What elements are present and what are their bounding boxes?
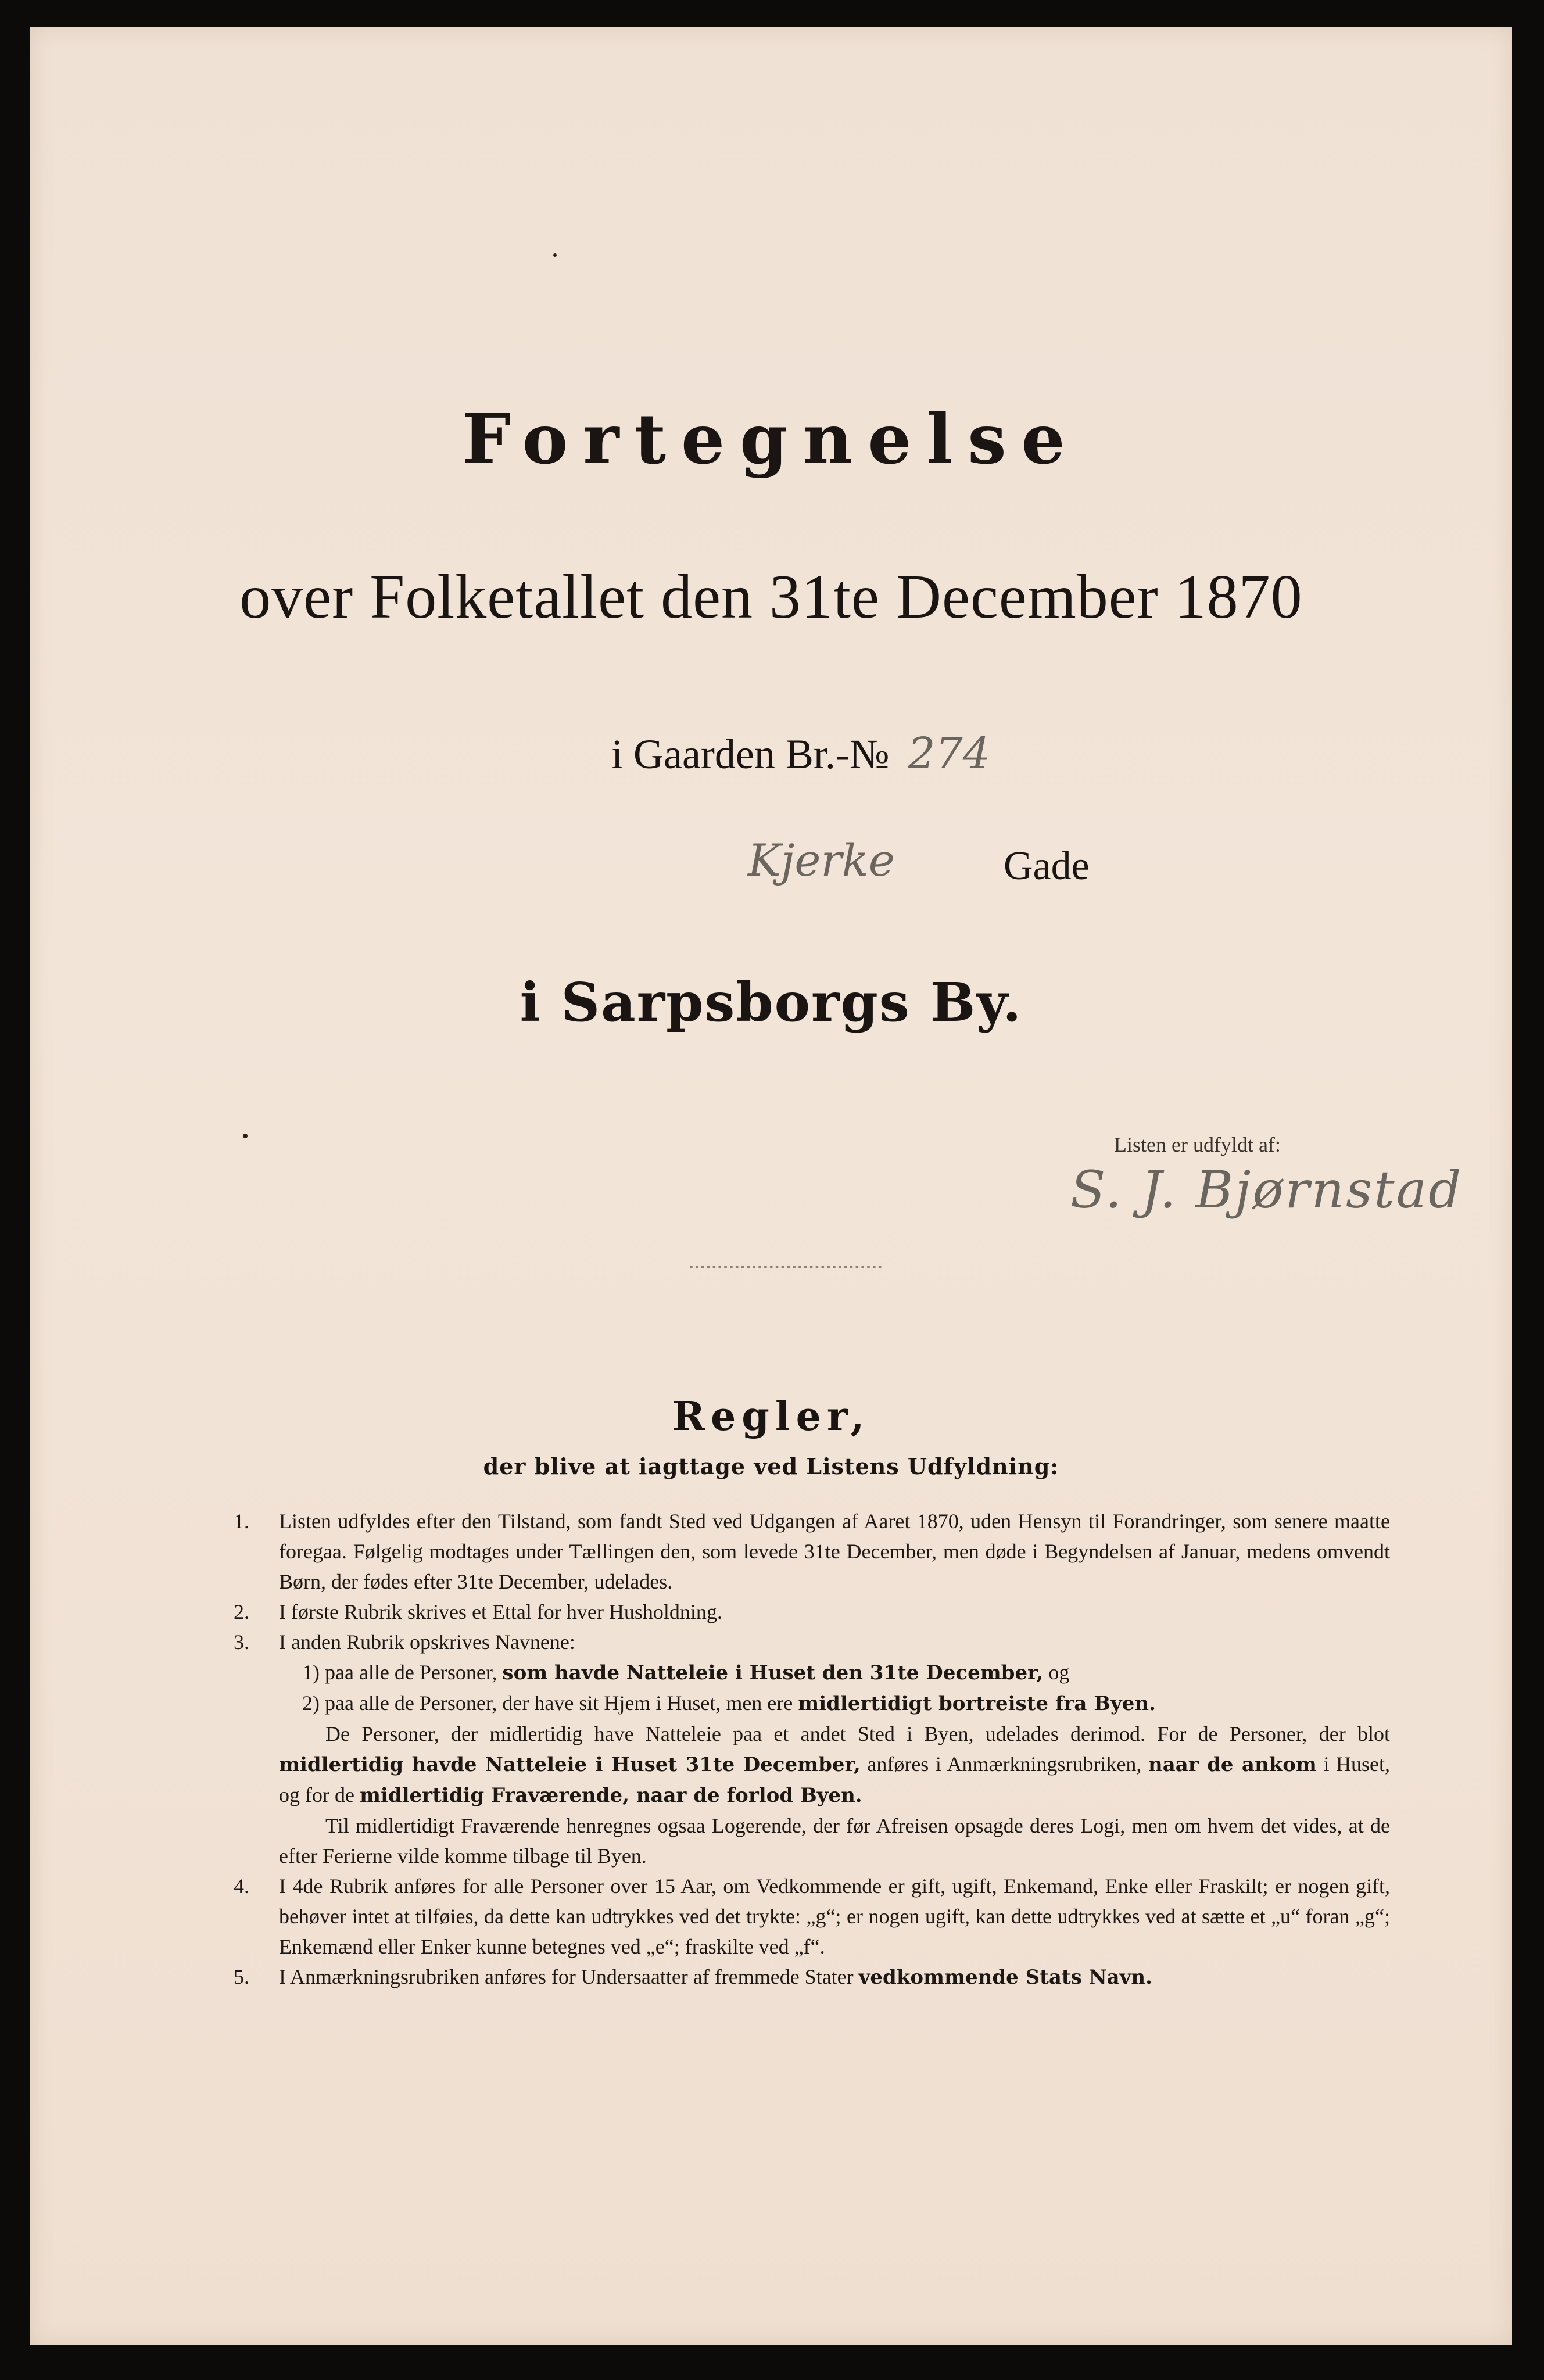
farm-number-handwritten: 274 (908, 729, 990, 779)
filled-by-label: Listen er udfyldt af: (1114, 1133, 1281, 1156)
rule-emphasis: vedkommende Stats Navn. (858, 1966, 1152, 1989)
rule-emphasis: midlertidigt bortreiste fra Byen. (798, 1692, 1156, 1715)
street-suffix: Gade (1004, 844, 1090, 888)
rule-paragraph (279, 1719, 1390, 1811)
rules-list (234, 1506, 1390, 1992)
rule-text: I anden Rubrik opskrives Navnene: (279, 1630, 575, 1654)
street-name-handwritten: Kjerke (748, 834, 895, 886)
rules-heading: Regler, (672, 1393, 870, 1440)
census-form-sheet (30, 27, 1512, 2345)
rule-text: De Personer, der midlertidig have Natteleie paa et andet Sted i Byen, udelades derimod. For de Personer, der blot (325, 1722, 1390, 1745)
rule-emphasis: midlertidig Fraværende, naar de forlod Byen. (359, 1784, 862, 1807)
rule-emphasis: som havde Natteleie i Huset den 31te December, (502, 1661, 1044, 1684)
rule-text: I første Rubrik skrives et Ettal for hver Husholdning. (279, 1600, 722, 1623)
rule-text: I 4de Rubrik anføres for alle Personer over 15 Aar, om Vedkommende er gift, ugift, Enkemand, Enke eller Fraskilt; er nogen gift, behøver intet at tilføies, da dette kan udtrykkes ved det trykte: „g“; er nogen ugift, kan dette udtrykkes ved at sætte et „u“ foran „g“; Enkemænd eller Enker kunne betegnes ved „e“; fraskilte ved „f“. (279, 1874, 1390, 1958)
rule-emphasis: naar de ankom (1148, 1753, 1317, 1776)
farm-prefix: i Gaarden Br.-№ (611, 731, 890, 777)
rule-number: 2. (234, 1600, 249, 1623)
rule-text: I Anmærkningsrubriken anføres for Undersaatter af fremmede Stater (279, 1965, 854, 1988)
rule-text: Listen udfyldes efter den Tilstand, som fandt Sted ved Udgangen af Aaret 1870, uden Hensyn til Forandringer, som senere maatte foregaa. Følgelig modtages under Tællingen den, som levede 31te December, men døde i Begyndelsen af Januar, medens omvendt Børn, der fødes efter 31te December, udelades. (279, 1510, 1390, 1593)
rule-subline (279, 1657, 1390, 1688)
rule-text: anføres i Anmærkningsrubriken, (867, 1752, 1142, 1776)
dotted-divider (690, 1266, 882, 1268)
filled-by-signature: S. J. Bjørnstad (1070, 1160, 1463, 1220)
rule-number: 3. (234, 1630, 249, 1654)
city-line: i Sarpsborgs By. (520, 971, 1023, 1034)
ink-speck (553, 253, 557, 257)
rule-text: og (1048, 1661, 1070, 1684)
form-title: Fortegnelse (462, 399, 1080, 479)
rule-text: i Huset, og for de (279, 1752, 1391, 1806)
rule-number: 1. (234, 1510, 249, 1533)
farm-number-line (611, 729, 990, 779)
rule-item (234, 1597, 1390, 1627)
rule-number: 4. (234, 1874, 249, 1898)
rules-subheading: der blive at iagttage ved Listens Udfyldning: (483, 1453, 1059, 1479)
rule-emphasis: midlertidig havde Natteleie i Huset 31te December, (279, 1753, 861, 1776)
rule-item (234, 1962, 1390, 1992)
rule-subline (279, 1688, 1390, 1719)
rule-item (234, 1871, 1390, 1962)
ink-speck (243, 1134, 248, 1138)
rule-item (234, 1506, 1390, 1597)
rule-number: 5. (234, 1965, 249, 1988)
form-subtitle: over Folketallet den 31te December 1870 (239, 562, 1303, 632)
rule-text: 2) paa alle de Personer, der have sit Hjem i Huset, men ere (302, 1691, 793, 1715)
rule-item (234, 1627, 1390, 1871)
rule-paragraph: Til midlertidigt Fraværende henregnes ogsaa Logerende, der før Afreisen opsagde deres Logi, men om hvem det vides, at de efter Ferierne vilde komme tilbage til Byen. (279, 1814, 1390, 1868)
rule-text: 1) paa alle de Personer, (302, 1661, 497, 1684)
